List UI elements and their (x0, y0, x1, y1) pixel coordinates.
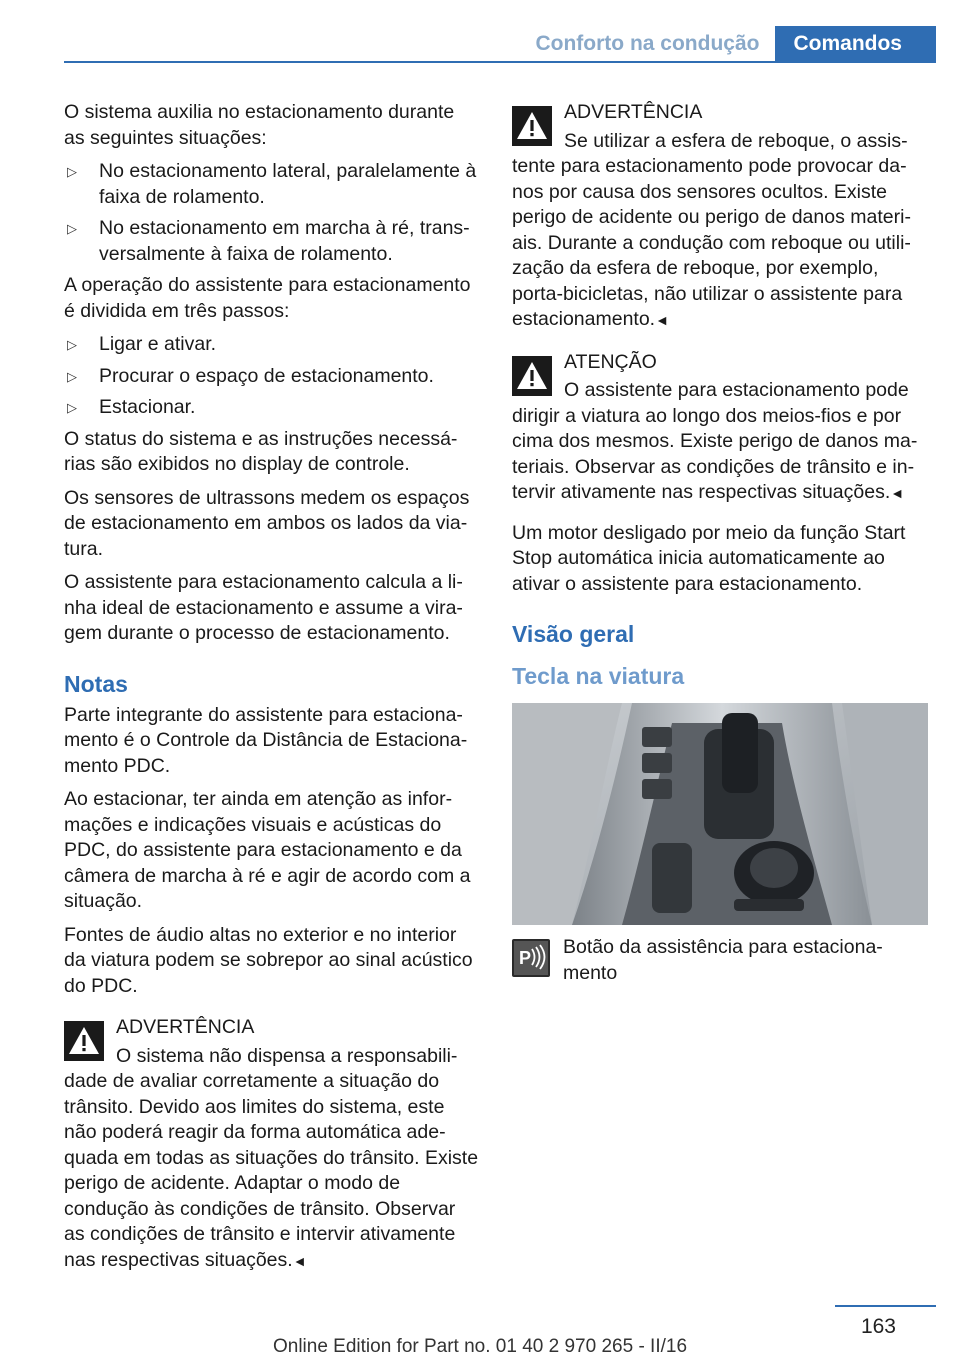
warning-block (64, 1015, 480, 1274)
notes-paragraph-2: Ao estacionar, ter ainda em atenção as infor-mações e indicações visuais e acústicas do PDC, do assistente para estacionamento e da câmera de marcha à ré e agir de acordo com a situação. (64, 788, 471, 912)
header-chapter-tab: Comandos (775, 26, 936, 62)
bullet-triangle-icon: ▷ (67, 337, 77, 352)
list-item: ▷ Ligar e ativar. (64, 332, 480, 358)
list-item: ▷ No estacionamento lateral, paralelamente à faixa de rolamento. (67, 160, 477, 208)
overview-heading: Visão geral (512, 621, 635, 647)
page-number: 163 (860, 1315, 896, 1338)
footer-rule (835, 1305, 936, 1307)
parking-button-legend (512, 935, 928, 986)
svg-text:P: P (519, 948, 532, 968)
notes-heading: Notas (64, 670, 128, 697)
steps-list (64, 332, 480, 421)
caution-text: O assistente para estacionamento pode dirigir a viatura ao longo dos meios-fios e por cima dos mesmos. Existe perigo de danos ma-teriais. Observar as condições de trânsito e in-tervir ativamente nas respectivas situações. ◄ (512, 379, 917, 503)
intro-paragraph: O sistema auxilia no estacionamento durante as seguintes situações: (64, 101, 455, 149)
notes-paragraph-1: Parte integrante do assistente para estaciona-mento é o Controle da Distância de Estaciona-mento PDC. (64, 703, 468, 777)
warning-title: ADVERTÊNCIA (564, 101, 703, 123)
list-item: ▷ Procurar o espaço de estacionamento. (64, 364, 480, 390)
steps-intro-paragraph: A operação do assistente para estacionamento é dividida em três passos: (64, 274, 471, 322)
left-column (64, 100, 480, 1288)
header-section-title: Conforto na condução (535, 32, 760, 55)
caution-title: ATENÇÃO (564, 350, 657, 373)
warning-triangle-icon (64, 1021, 104, 1061)
button-heading: Tecla na viatura (512, 663, 685, 689)
bullet-triangle-icon: ▷ (67, 221, 77, 236)
bullet-triangle-icon: ▷ (67, 164, 77, 179)
start-stop-paragraph: Um motor desligado por meio da função Start Stop automática inicia automaticamente ao ativar o assistente para estacionamento. (512, 521, 906, 595)
bullet-triangle-icon: ▷ (67, 400, 77, 415)
caution-block (512, 350, 928, 507)
warning-text: O sistema não dispensa a responsabili-dade de avaliar corretamente a situação do trânsito. Devido aos limites do sistema, este não poderá reagir da forma automática ade-quada em todas as situações do trânsito. Existe perigo de acidente. Adaptar o modo de condução às condições de trânsito. Observar as condições de trânsito e intervir ativamente nas respectivas situações. ◄ (64, 1045, 478, 1271)
warning-text: Se utilizar a esfera de reboque, o assis-tente para estacionamento pode provocar da-nos por causa dos sensores ocultos. Existe perigo de acidente ou perigo de danos materi-ais. Durante a condução com reboque ou utili-zação da esfera de reboque, por exemplo, porta-bicicletas, não utilizar o assistente para estacionamento. ◄ (512, 130, 911, 331)
notes-paragraph-3: Fontes de áudio altas no exterior e no interior da viatura podem se sobrepor ao sinal acústico do PDC. (64, 923, 473, 997)
status-paragraph: O status do sistema e as instruções necessá-rias são exibidos no display de controle. (64, 427, 458, 475)
list-item: ▷ No estacionamento em marcha à ré, trans-versalmente à faixa de rolamento. (67, 217, 470, 265)
sensors-paragraph: Os sensores de ultrassons medem os espaços de estacionamento em ambos os lados da via-tura. (64, 486, 470, 560)
warning-block (512, 100, 928, 334)
warning-title: ADVERTÊNCIA (116, 1016, 255, 1038)
parking-button-caption: Botão da assistência para estaciona-mento (563, 936, 883, 984)
caution-triangle-icon (512, 356, 552, 396)
edition-footer: Online Edition for Part no. 01 40 2 970 265 - II/16 (272, 1336, 688, 1357)
parking-assistant-button-icon (512, 939, 550, 977)
situations-list (64, 159, 480, 267)
header-tabs (519, 26, 936, 62)
center-console-photo (512, 703, 928, 925)
calc-paragraph: O assistente para estacionamento calcula a li-nha ideal de estacionamento e assume a vira-gem durante o processo de estacionamento. (64, 571, 463, 644)
header-rule (64, 61, 936, 63)
right-column (512, 100, 928, 986)
list-item: ▷ Estacionar. (64, 395, 480, 421)
warning-triangle-icon (512, 106, 552, 146)
bullet-triangle-icon: ▷ (67, 368, 77, 384)
